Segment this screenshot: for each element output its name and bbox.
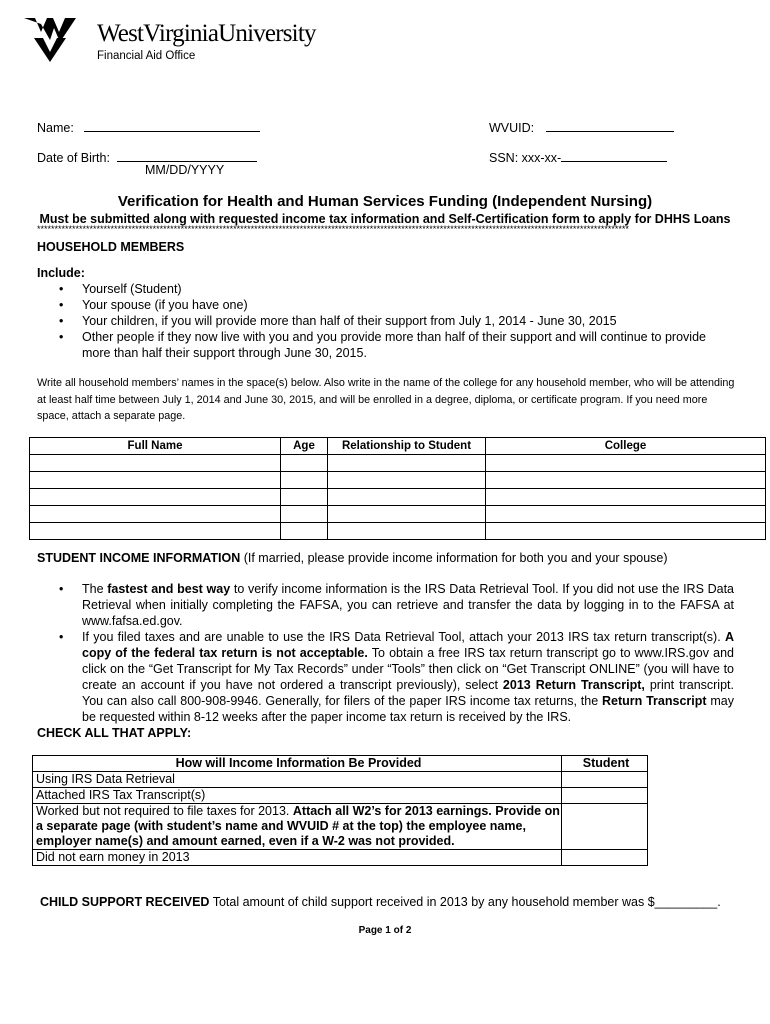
text-segment-bold: A copy of the federal tax return is not acceptable. [82, 630, 734, 660]
relationship-cell[interactable] [328, 506, 486, 523]
household-heading: HOUSEHOLD MEMBERS [37, 240, 185, 254]
table-row [33, 850, 648, 866]
table-row [30, 455, 766, 472]
text-segment: to verify income information is the IRS Data Retrieval Tool. If you did not use the IRS Data Retrieval when initially completing the FAFSA, you can retrieve and transfer the data by logging in to the FAFSA at www.fafsa.ed.gov. [82, 582, 735, 628]
text-segment: If you filed taxes and are unable to use the IRS Data Retrieval Tool, attach your 2013 IRS tax return transcript(s). [82, 630, 725, 644]
col-college: College [486, 438, 766, 455]
page-number: Page 1 of 2 [358, 925, 412, 936]
name-label: Name: [37, 121, 74, 135]
text-segment-bold: 2013 Return Transcript, [502, 678, 645, 692]
col-student: Student [562, 756, 648, 772]
col-method: How will Income Information Be Provided [33, 756, 562, 772]
college-cell[interactable] [486, 472, 766, 489]
text-segment: To obtain a free IRS tax return transcript go to www.IRS.gov and click on the “Get Transcript for My Tax Records” under “Tools” then click on “Get Transcript ONLINE” (you will have to create an account if you have not ordered a transcript previously), select [82, 646, 734, 692]
relationship-cell[interactable] [328, 489, 486, 506]
relationship-cell[interactable] [328, 523, 486, 540]
text-segment: Worked but not required to file taxes for 2013. [36, 804, 293, 818]
income-method-table [32, 755, 648, 866]
name-cell[interactable] [30, 489, 281, 506]
dob-blank[interactable] [117, 149, 257, 162]
child-support-heading: CHILD SUPPORT RECEIVED [40, 895, 210, 909]
child-support-line [40, 895, 721, 909]
age-cell[interactable] [281, 489, 328, 506]
text-segment-bold: fastest and best way [107, 582, 231, 596]
form-subtitle: Must be submitted along with requested income tax information and Self-Certification form to apply for DHHS Loans [39, 212, 731, 226]
text-segment: print transcript. You can also call 800-908-9946. Generally, for filers of the paper IRS income tax returns, the [82, 678, 734, 708]
method-cell: Using IRS Data Retrieval [33, 772, 562, 788]
table-header-row [33, 756, 648, 772]
name-field [37, 119, 260, 135]
check-heading: CHECK ALL THAT APPLY: [37, 726, 192, 740]
household-table [29, 437, 766, 540]
list-item: • Other people if they now live with you and you provide more than half of their support and will continue to provide more than half their support through June 30, 2015. [37, 329, 717, 361]
table-row [30, 523, 766, 540]
list-item: • Yourself (Student) [37, 281, 717, 297]
wvuid-label: WVUID: [489, 121, 535, 135]
dob-format: MM/DD/YYYY [145, 163, 225, 177]
college-cell[interactable] [486, 523, 766, 540]
student-check-cell[interactable] [562, 788, 648, 804]
wvuid-field [489, 119, 674, 135]
age-cell[interactable] [281, 455, 328, 472]
relationship-cell[interactable] [328, 455, 486, 472]
table-row [33, 772, 648, 788]
name-cell[interactable] [30, 455, 281, 472]
university-name: WestVirginiaUniversity [97, 20, 316, 47]
separator-line: ************************************************************************************************************************************************************************* [37, 224, 629, 234]
text-segment-bold: Attach all W2’s for 2013 earnings. Provide on a separate page (with student’s name and WVUID # at the top) the employee name, employer name(s) and amount earned, even if a W-2 was not provided. [36, 804, 560, 848]
college-cell[interactable] [486, 506, 766, 523]
wvuid-blank[interactable] [546, 119, 674, 132]
ssn-blank[interactable] [561, 149, 667, 162]
text-segment: may be requested within 8-12 weeks after the paper income tax return is received by the IRS. [82, 694, 734, 724]
table-row [33, 804, 648, 850]
table-row [33, 788, 648, 804]
method-cell: Did not earn money in 2013 [33, 850, 562, 866]
name-cell[interactable] [30, 472, 281, 489]
household-instructions: Write all household members’ names in the space(s) below. Also write in the name of the college for any household member, who will be attending at least half time between July 1, 2014 and June 30, 2015, and will be enrolled in a degree, diploma, or certificate program. If you need more space, attach a separate page. [37, 377, 735, 422]
dob-label: Date of Birth: [37, 151, 110, 165]
office-name: Financial Aid Office [97, 50, 196, 62]
income-list [37, 581, 734, 725]
list-item: • Your children, if you will provide more than half of their support from July 1, 2014 - June 30, 2015 [37, 313, 717, 329]
college-cell[interactable] [486, 489, 766, 506]
ssn-field [489, 149, 667, 165]
text-segment-bold: Return Transcript [601, 694, 707, 708]
relationship-cell[interactable] [328, 472, 486, 489]
household-list [37, 281, 717, 361]
table-row [30, 489, 766, 506]
income-heading-line [37, 551, 668, 565]
student-check-cell[interactable] [562, 850, 648, 866]
table-row [30, 472, 766, 489]
col-age: Age [281, 438, 328, 455]
income-heading: STUDENT INCOME INFORMATION [37, 551, 241, 565]
income-heading-note: (If married, please provide income information for both you and your spouse) [240, 551, 668, 565]
col-relationship: Relationship to Student [328, 438, 486, 455]
student-check-cell[interactable] [562, 772, 648, 788]
method-cell: Attached IRS Tax Transcript(s) [33, 788, 562, 804]
method-cell [33, 804, 562, 850]
list-item [37, 581, 734, 629]
include-label: Include: [37, 266, 85, 280]
list-item: • Your spouse (if you have one) [37, 297, 717, 313]
table-row [30, 506, 766, 523]
text-segment: The [82, 582, 108, 596]
name-blank[interactable] [84, 119, 260, 132]
table-header-row [30, 438, 766, 455]
age-cell[interactable] [281, 523, 328, 540]
child-support-text: Total amount of child support received in 2013 by any household member was $_________. [209, 895, 721, 909]
col-full-name: Full Name [30, 438, 281, 455]
wv-logo [24, 18, 76, 67]
name-cell[interactable] [30, 523, 281, 540]
wv-logo-icon [24, 18, 76, 62]
list-item [37, 629, 734, 725]
college-cell[interactable] [486, 455, 766, 472]
form-title: Verification for Health and Human Services Funding (Independent Nursing) [117, 193, 653, 210]
ssn-label: SSN: xxx-xx- [489, 151, 562, 165]
age-cell[interactable] [281, 506, 328, 523]
age-cell[interactable] [281, 472, 328, 489]
name-cell[interactable] [30, 506, 281, 523]
student-check-cell[interactable] [562, 804, 648, 850]
